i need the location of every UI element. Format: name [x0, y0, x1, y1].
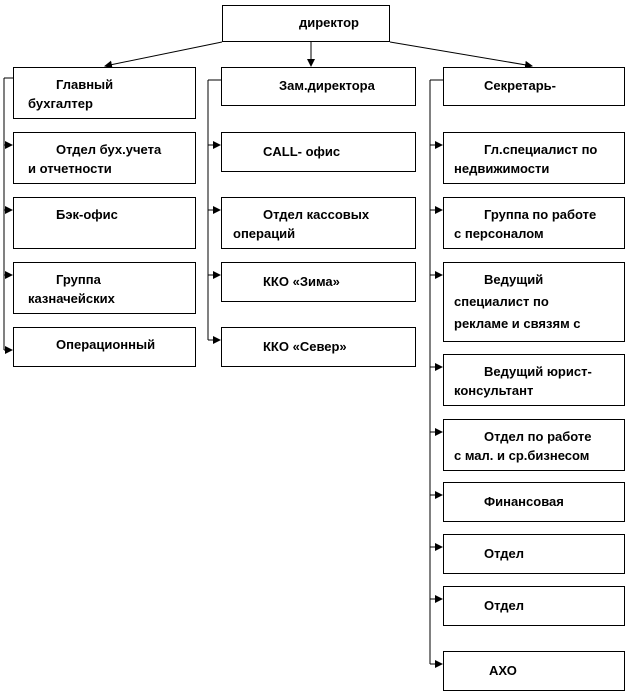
box-label-line: Бэк-офис [56, 207, 118, 222]
box-label-line: с персоналом [454, 226, 544, 241]
accounting-reporting-dept-box [13, 132, 196, 184]
kko-sever-box [221, 327, 416, 367]
hr-group-box [443, 197, 625, 249]
connector-arrow [105, 42, 222, 66]
back-office-box [13, 197, 196, 249]
box-label-line: ККО «Север» [263, 339, 347, 354]
box-label-line: Ведущий [484, 272, 544, 287]
call-office-box [221, 132, 416, 172]
box-label-line: казначейских [28, 291, 115, 306]
aho-box [443, 651, 625, 691]
box-label-line: ККО «Зима» [263, 274, 340, 289]
box-label-line: Главный [56, 77, 114, 92]
box-label-line: Секретарь- [484, 78, 556, 93]
box-label-line: Отдел кассовых [263, 207, 370, 222]
secretary-box [443, 67, 625, 106]
box-label-line: консультант [454, 383, 534, 398]
box-label-line: специалист по [454, 294, 549, 309]
box-label-line: Операционный [56, 337, 156, 352]
box-label-line: и отчетности [28, 161, 112, 176]
box-label-line: Отдел [484, 546, 525, 561]
finance-box [443, 482, 625, 522]
kko-zima-box [221, 262, 416, 302]
director-box [222, 5, 390, 42]
box-label-line: Отдел по работе [484, 429, 592, 444]
box-label-line: Зам.директора [279, 78, 375, 93]
department-box [443, 586, 625, 626]
legal-consultant-box [443, 354, 625, 406]
box-label-line: Ведущий юрист- [484, 364, 592, 379]
cash-operations-dept-box [221, 197, 416, 249]
deputy-director-box [221, 67, 416, 106]
box-label-line: бухгалтер [28, 96, 93, 111]
box-label-line: Группа по работе [484, 207, 597, 222]
treasury-group-box [13, 262, 196, 314]
box-label-line: Отдел [484, 598, 525, 613]
box-label-line: Группа [56, 272, 101, 287]
advertising-specialist-box [443, 262, 625, 342]
box-label-line: с мал. и ср.бизнесом [454, 448, 590, 463]
box-label-line: Финансовая [484, 494, 564, 509]
box-label-line: Отдел бух.учета [56, 142, 162, 157]
small-business-dept-box [443, 419, 625, 471]
box-label-line: CALL- офис [263, 144, 341, 159]
operations-box [13, 327, 196, 367]
box-label-line: Гл.специалист по [484, 142, 598, 157]
director-label: директор [299, 15, 359, 30]
real-estate-specialist-box [443, 132, 625, 184]
box-label-line: рекламе и связям с [454, 316, 581, 331]
box-label-line: недвижимости [454, 161, 550, 176]
department-box [443, 534, 625, 574]
box-label-line: операций [233, 226, 296, 241]
chief-accountant-box [13, 67, 196, 119]
connector-arrow [390, 42, 532, 66]
box-label-line: АХО [489, 663, 517, 678]
